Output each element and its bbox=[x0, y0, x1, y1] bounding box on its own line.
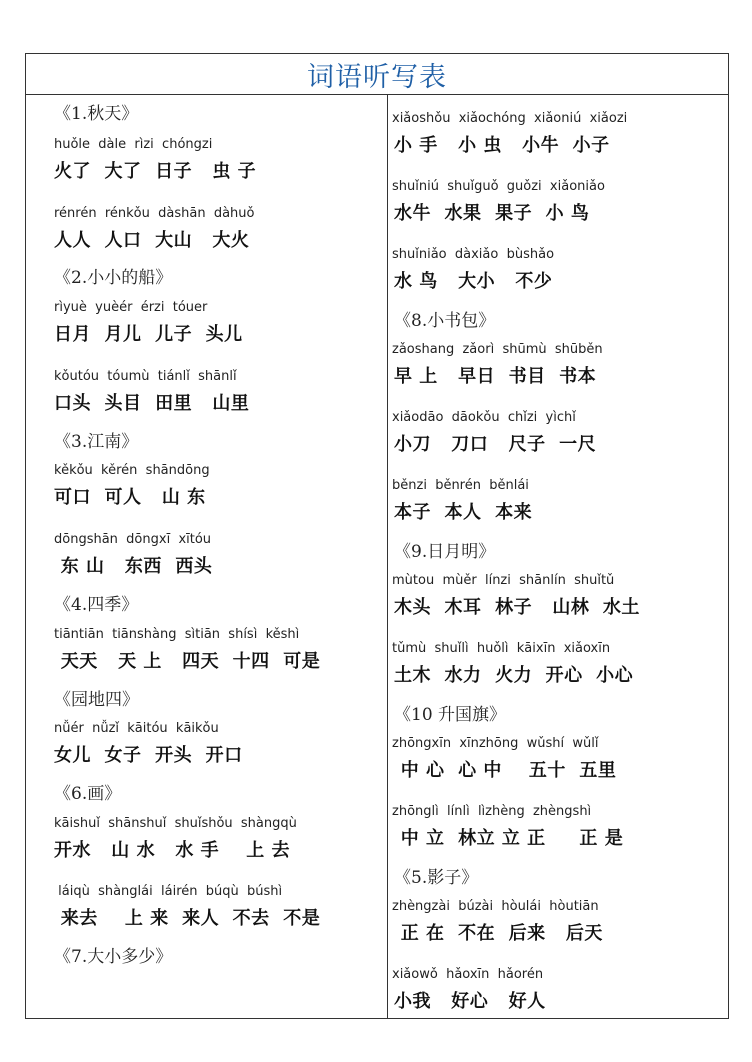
lesson-heading: 《4.四季》 bbox=[54, 595, 139, 615]
pinyin-line: běnzi běnrén běnlái bbox=[392, 478, 529, 493]
pinyin-line: shuǐniú shuǐguǒ guǒzi xiǎoniǎo bbox=[392, 179, 605, 194]
hanzi-line: 东 山 东西 西头 bbox=[54, 556, 213, 577]
title-row bbox=[26, 54, 728, 95]
pinyin-line: kǒutóu tóumù tiánlǐ shānlǐ bbox=[54, 369, 237, 384]
pinyin-line: dōngshān dōngxī xītóu bbox=[54, 532, 212, 547]
hanzi-line: 水牛 水果 果子 小 鸟 bbox=[394, 203, 590, 224]
right-column bbox=[388, 95, 730, 1019]
pinyin-line: zhèngzài búzài hòulái hòutiān bbox=[392, 899, 599, 914]
lesson-heading: 《7.大小多少》 bbox=[54, 947, 173, 967]
pinyin-line: xiǎoshǒu xiǎochóng xiǎoniú xiǎozi bbox=[392, 111, 628, 126]
hanzi-line: 来去 上 来 来人 不去 不是 bbox=[54, 908, 321, 929]
pinyin-line: tǔmù shuǐlì huǒlì kāixīn xiǎoxīn bbox=[392, 641, 611, 656]
pinyin-line: nǚér nǚzǐ kāitóu kāikǒu bbox=[54, 721, 219, 736]
hanzi-line: 火了 大了 日子 虫 子 bbox=[54, 161, 257, 182]
lesson-heading: 《8.小书包》 bbox=[394, 311, 496, 331]
pinyin-line: huǒle dàle rìzi chóngzi bbox=[54, 137, 213, 152]
hanzi-line: 女儿 女子 开头 开口 bbox=[54, 745, 243, 766]
hanzi-line: 开水 山 水 水 手 上 去 bbox=[54, 840, 290, 861]
pinyin-line: zǎoshang zǎorì shūmù shūběn bbox=[392, 342, 603, 357]
pinyin-line: xiǎodāo dāokǒu chǐzi yìchǐ bbox=[392, 410, 576, 425]
pinyin-line: tiāntiān tiānshàng sìtiān shísì kěshì bbox=[54, 627, 300, 642]
pinyin-line: rénrén rénkǒu dàshān dàhuǒ bbox=[54, 206, 255, 221]
hanzi-line: 口头 头目 田里 山里 bbox=[54, 393, 250, 414]
pinyin-line: zhōngxīn xīnzhōng wǔshí wǔlǐ bbox=[392, 736, 599, 751]
pinyin-line: kěkǒu kěrén shāndōng bbox=[54, 463, 210, 478]
lesson-heading: 《3.江南》 bbox=[54, 432, 139, 452]
lesson-heading: 《2.小小的船》 bbox=[54, 268, 173, 288]
hanzi-line: 日月 月儿 儿子 头儿 bbox=[54, 324, 243, 345]
left-column bbox=[26, 95, 387, 1019]
pinyin-line: xiǎowǒ hǎoxīn hǎorén bbox=[392, 967, 544, 982]
lesson-heading: 《10 升国旗》 bbox=[394, 705, 507, 725]
hanzi-line: 天天 天 上 四天 十四 可是 bbox=[54, 651, 321, 672]
pinyin-line: láiqù shànglái láirén búqù búshì bbox=[54, 884, 283, 899]
page-title: 词语听写表 bbox=[307, 61, 447, 93]
hanzi-line: 小 手 小 虫 小牛 小子 bbox=[394, 135, 610, 156]
hanzi-line: 中 心 心 中 五十 五里 bbox=[394, 760, 617, 781]
pinyin-line: zhōnglì línlì lìzhèng zhèngshì bbox=[392, 804, 592, 819]
lesson-heading: 《9.日月明》 bbox=[394, 542, 496, 562]
lesson-heading: 《1.秋天》 bbox=[54, 104, 139, 124]
dictation-sheet bbox=[25, 53, 729, 1019]
hanzi-line: 本子 本人 本来 bbox=[394, 502, 533, 523]
pinyin-line: shuǐniǎo dàxiǎo bùshǎo bbox=[392, 247, 555, 262]
hanzi-line: 可口 可人 山 东 bbox=[54, 487, 206, 508]
lesson-heading: 《6.画》 bbox=[54, 784, 122, 804]
hanzi-line: 人人 人口 大山 大火 bbox=[54, 230, 250, 251]
pinyin-line: kāishuǐ shānshuǐ shuǐshǒu shàngqù bbox=[54, 816, 297, 831]
pinyin-line: rìyuè yuèér érzi tóuer bbox=[54, 300, 208, 315]
hanzi-line: 土木 水力 火力 开心 小心 bbox=[394, 665, 634, 686]
hanzi-line: 木头 木耳 林子 山林 水土 bbox=[394, 597, 640, 618]
hanzi-line: 小我 好心 好人 bbox=[394, 991, 546, 1012]
hanzi-line: 中 立 林立 立 正 正 是 bbox=[394, 828, 624, 849]
hanzi-line: 正 在 不在 后来 后天 bbox=[394, 923, 603, 944]
hanzi-line: 早 上 早日 书目 书本 bbox=[394, 366, 597, 387]
lesson-heading: 《园地四》 bbox=[54, 690, 139, 710]
pinyin-line: mùtou mùěr línzi shānlín shuǐtǔ bbox=[392, 573, 615, 588]
lesson-heading: 《5.影子》 bbox=[394, 868, 479, 888]
hanzi-line: 水 鸟 大小 不少 bbox=[394, 271, 553, 292]
hanzi-line: 小刀 刀口 尺子 一尺 bbox=[394, 434, 597, 455]
